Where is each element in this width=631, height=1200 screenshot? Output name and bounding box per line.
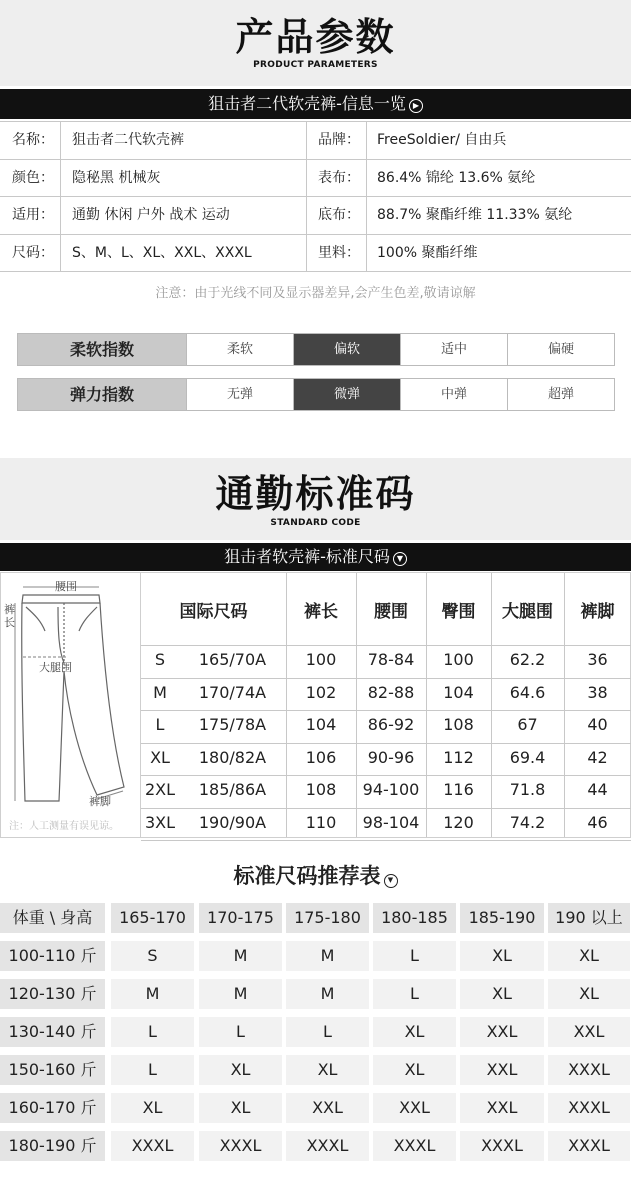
recommend-size: XXL [548, 1017, 630, 1047]
spec-value: FreeSoldier/ 自由兵 [377, 132, 507, 148]
size-value: 78-84 [367, 650, 415, 669]
recommend-weight: 120-130 斤 [0, 979, 105, 1009]
standard-subtitle: STANDARD CODE [270, 518, 361, 528]
recommend-size: XXL [286, 1093, 369, 1123]
size-row-line [141, 710, 631, 711]
size-value: 108 [443, 715, 474, 734]
recommend-size: XL [111, 1093, 194, 1123]
elasticity-option: 中弹 [400, 379, 507, 410]
recommend-size: XL [199, 1093, 282, 1123]
size-value: 112 [443, 747, 474, 767]
size-row-line [141, 775, 631, 776]
size-value: 36 [587, 650, 608, 669]
size-value: 44 [587, 780, 608, 799]
size-value: 42 [587, 747, 608, 767]
spec-row [0, 122, 631, 160]
size-row-line [141, 743, 631, 744]
thigh-label: 大腿围 [39, 661, 72, 674]
size-value: 86-92 [367, 715, 415, 734]
size-value: 110 [305, 812, 337, 832]
recommend-size: M [199, 979, 282, 1009]
size-value: 108 [305, 780, 337, 799]
pants-outline-icon [1, 573, 141, 837]
size-row-line [141, 645, 631, 646]
recommend-size: XL [460, 979, 544, 1009]
standard-title: 通勤标准码 [215, 472, 416, 516]
size-value: 100 [443, 650, 474, 669]
size-value: 98-104 [362, 812, 420, 832]
size-value: 62.2 [509, 650, 546, 669]
size-header: 裤脚 [580, 602, 615, 622]
standard-header [0, 458, 631, 540]
size-intl: 180/82A [198, 747, 267, 767]
info-bar [0, 89, 631, 119]
size-value: 38 [587, 682, 608, 702]
recommend-size: XXXL [460, 1131, 544, 1161]
circle-right-arrow-icon: ▶ [409, 99, 423, 113]
size-header: 大腿围 [502, 602, 553, 622]
spec-key: 底布： [318, 207, 360, 223]
size-code: M [153, 682, 167, 702]
recommend-size: XL [373, 1017, 456, 1047]
size-header: 臀围 [441, 602, 476, 622]
recommend-size: XXL [460, 1017, 544, 1047]
params-header [0, 0, 631, 86]
softness-option: 适中 [400, 334, 507, 365]
elasticity-label: 弹力指数 [18, 379, 186, 410]
size-value: 94-100 [362, 780, 420, 799]
recommend-weight: 180-190 斤 [0, 1131, 105, 1161]
params-subtitle: PRODUCT PARAMETERS [253, 60, 378, 70]
size-code: L [155, 715, 165, 734]
recommend-size: XXXL [373, 1131, 456, 1161]
size-value: 90-96 [367, 747, 415, 767]
size-code: 3XL [144, 812, 176, 832]
recommend-size: L [111, 1055, 194, 1085]
spec-value: 86.4% 锦纶 13.6% 氨纶 [377, 169, 536, 186]
size-value: 82-88 [367, 682, 415, 702]
softness-label: 柔软指数 [18, 334, 186, 365]
recommend-size: L [373, 941, 456, 971]
size-row-line [141, 678, 631, 679]
params-title: 产品参数 [235, 15, 396, 59]
recommend-size: XXXL [548, 1055, 630, 1085]
recommend-height-header: 170-175 [199, 903, 282, 933]
elasticity-option: 超弹 [507, 379, 614, 410]
elasticity-option: 无弹 [186, 379, 293, 410]
spec-row [0, 160, 631, 198]
spec-key: 表布： [318, 169, 360, 186]
size-table [0, 572, 631, 838]
pants-diagram [1, 573, 141, 837]
elasticity-index [17, 378, 615, 411]
size-intl: 190/90A [198, 812, 267, 832]
recommend-height-header: 185-190 [460, 903, 544, 933]
size-value: 102 [305, 682, 337, 702]
spec-row [0, 235, 631, 273]
recommend-size: XL [548, 941, 630, 971]
recommend-size: XXL [460, 1093, 544, 1123]
recommend-size: M [111, 979, 194, 1009]
recommend-weight: 150-160 斤 [0, 1055, 105, 1085]
size-code: XL [150, 747, 170, 767]
recommend-size: XL [460, 941, 544, 971]
spec-row [0, 197, 631, 235]
recommend-size: XL [548, 979, 630, 1009]
recommend-size: M [286, 979, 369, 1009]
recommend-weight: 130-140 斤 [0, 1017, 105, 1047]
elasticity-option: 微弹 [293, 379, 400, 410]
recommend-size: XL [199, 1055, 282, 1085]
size-value: 71.8 [509, 780, 546, 799]
size-value: 116 [443, 780, 474, 799]
recommend-size: M [286, 941, 369, 971]
spec-key: 里料： [318, 244, 360, 261]
recommend-size: XXL [460, 1055, 544, 1085]
recommend-size: XXXL [286, 1131, 369, 1161]
recommend-size: XXXL [548, 1093, 630, 1123]
spec-value: 100% 聚酯纤维 [377, 244, 478, 261]
size-intl: 175/78A [198, 715, 267, 734]
spec-table [0, 122, 631, 272]
spec-value: S、M、L、XL、XXL、XXXL [72, 244, 252, 261]
recommend-height-header: 180-185 [373, 903, 456, 933]
recommend-size: L [199, 1017, 282, 1047]
softness-option: 柔软 [186, 334, 293, 365]
size-header: 裤长 [304, 602, 338, 622]
size-code: S [154, 650, 166, 669]
softness-option: 偏硬 [507, 334, 614, 365]
size-value: 67 [517, 715, 538, 734]
recommend-weight: 100-110 斤 [0, 941, 105, 971]
recommend-size: L [373, 979, 456, 1009]
recommend-title: 标准尺码推荐表 ▼ [0, 860, 631, 890]
recommend-height-header: 175-180 [286, 903, 369, 933]
recommend-size: S [111, 941, 194, 971]
spec-key: 品牌： [318, 132, 360, 148]
size-value: 40 [587, 715, 608, 734]
size-header: 国际尺码 [179, 602, 248, 622]
recommend-size: XXXL [111, 1131, 194, 1161]
recommend-height-header: 190 以上 [548, 903, 630, 933]
length-label: 裤长 [4, 603, 15, 629]
size-row-line [141, 808, 631, 809]
size-value: 104 [443, 682, 474, 702]
size-value: 74.2 [509, 812, 546, 832]
recommend-height-header: 165-170 [111, 903, 194, 933]
size-value: 104 [305, 715, 337, 734]
recommend-weight: 160-170 斤 [0, 1093, 105, 1123]
size-bar [0, 543, 631, 571]
size-value: 120 [443, 812, 474, 832]
recommend-corner: 体重 \ 身高 [0, 903, 105, 933]
recommend-size: L [111, 1017, 194, 1047]
size-value: 46 [587, 812, 608, 832]
hem-label: 裤脚 [89, 795, 111, 808]
spec-key: 名称： [12, 132, 54, 148]
size-value: 106 [305, 747, 337, 767]
size-intl: 165/70A [198, 650, 267, 669]
softness-index [17, 333, 615, 366]
size-value: 100 [305, 650, 337, 669]
spec-value: 狙击者二代软壳裤 [72, 132, 184, 148]
size-intl: 185/86A [198, 780, 267, 799]
recommend-size: XL [373, 1055, 456, 1085]
spec-key: 颜色： [12, 169, 54, 186]
size-header: 腰围 [374, 602, 408, 622]
size-value: 69.4 [509, 747, 546, 767]
recommend-size: XXXL [548, 1131, 630, 1161]
recommend-size: XXXL [199, 1131, 282, 1161]
info-bar-label: 狙击者二代软壳裤-信息一览 [208, 94, 406, 113]
diagram-note: 注：人工测量有误见谅。 [9, 821, 119, 832]
recommend-size: L [286, 1017, 369, 1047]
spec-key: 尺码： [12, 244, 54, 261]
size-code: 2XL [144, 780, 176, 799]
size-row-line [141, 840, 631, 841]
softness-option: 偏软 [293, 334, 400, 365]
size-bar-label: 狙击者软壳裤-标准尺码 [224, 547, 390, 566]
recommend-size: XL [286, 1055, 369, 1085]
recommend-size: M [199, 941, 282, 971]
circle-down-arrow-icon: ▼ [384, 874, 398, 888]
color-note: 注意：由于光线不同及显示器差异,会产生色差,敬请谅解 [155, 286, 476, 301]
spec-value: 隐秘黑 机械灰 [72, 169, 161, 186]
spec-value: 通勤 休闲 户外 战术 运动 [72, 207, 230, 223]
size-intl: 170/74A [198, 682, 267, 702]
circle-down-arrow-icon: ▼ [393, 552, 407, 566]
spec-value: 88.7% 聚酯纤维 11.33% 氨纶 [377, 207, 573, 223]
spec-key: 适用： [12, 207, 54, 223]
recommend-size: XXL [373, 1093, 456, 1123]
size-value: 64.6 [509, 682, 546, 702]
waist-label: 腰围 [55, 580, 77, 593]
